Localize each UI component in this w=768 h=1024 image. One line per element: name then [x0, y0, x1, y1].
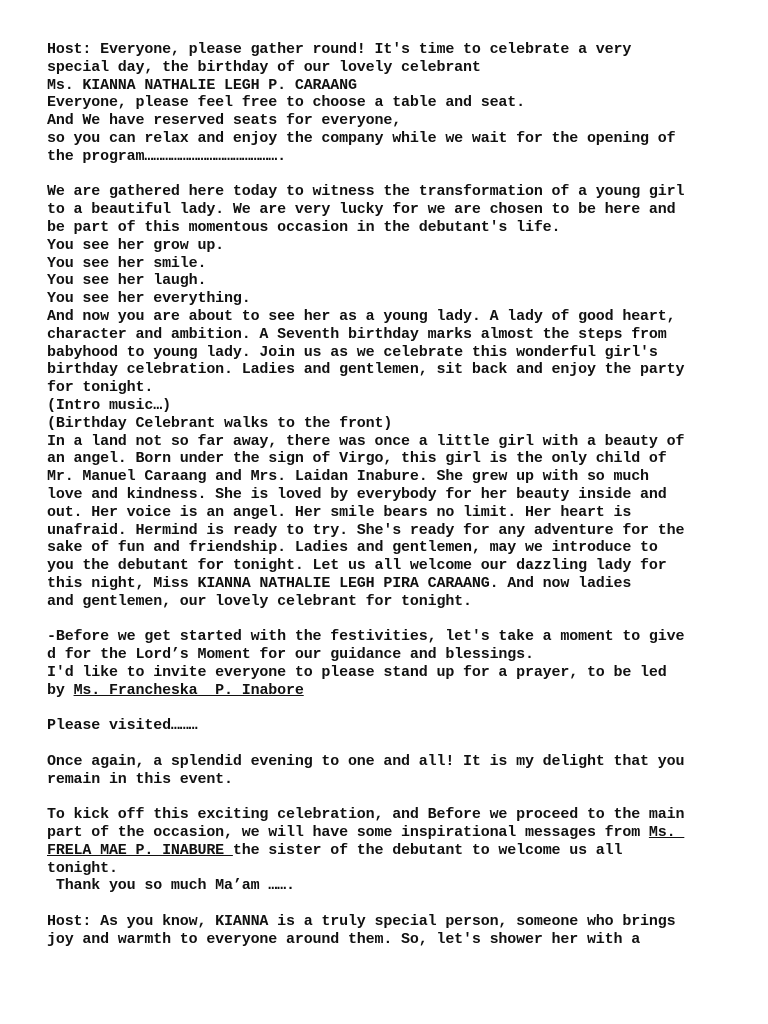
paragraph-visited: [47, 717, 747, 735]
text-line: joy and warmth to everyone around them. So, let's shower her with a: [47, 930, 641, 948]
text-line: tonight.: [47, 859, 118, 877]
text-line: so you can relax and enjoy the company while we wait for the opening of: [47, 129, 676, 147]
paragraph-inspirational-message: [47, 806, 747, 895]
text-line: birthday celebration. Ladies and gentlemen, sit back and enjoy the party: [47, 361, 685, 379]
text-line: And now you are about to see her as a young lady. A lady of good heart,: [47, 307, 676, 325]
blank-line: [47, 699, 747, 717]
text-line: You see her smile.: [47, 254, 207, 272]
text-line: Ms. KIANNA NATHALIE LEGH P. CARAANG: [47, 76, 357, 94]
blank-line: [47, 166, 747, 184]
text-line: Mr. Manuel Caraang and Mrs. Laidan Inabure. She grew up with so much: [47, 468, 649, 486]
text-line: Once again, a splendid evening to one and all! It is my delight that you: [47, 752, 685, 770]
text-line: [47, 682, 747, 700]
text-line: -Before we get started with the festivities, let's take a moment to give: [47, 628, 685, 646]
text-line: And We have reserved seats for everyone,: [47, 112, 402, 130]
text-line: for tonight.: [47, 379, 154, 397]
document-body: [47, 41, 747, 949]
text-line: and gentlemen, our lovely celebrant for tonight.: [47, 592, 472, 610]
text-line: the program……………………………………….: [47, 147, 286, 165]
text-line: [47, 824, 747, 842]
text-line: an angel. Born under the sign of Virgo, this girl is the only child of: [47, 450, 667, 468]
text-line: In a land not so far away, there was once a little girl with a beauty of: [47, 432, 685, 450]
prayer-by-prefix: by: [47, 681, 74, 699]
paragraph-splendid-evening: [47, 753, 747, 789]
speaker-role-text: the sister of the debutant to welcome us all: [232, 841, 623, 859]
text-line: [47, 842, 747, 860]
blank-line: [47, 788, 747, 806]
text-line: love and kindness. She is loved by everybody for her beauty inside and: [47, 485, 667, 503]
text-line: babyhood to young lady. Join us as we celebrate this wonderful girl's: [47, 343, 658, 361]
text-line: (Birthday Celebrant walks to the front): [47, 414, 393, 432]
text-line: To kick off this exciting celebration, and Before we proceed to the main: [47, 806, 685, 824]
text-line: You see her grow up.: [47, 236, 225, 254]
speaker-name-part1: Ms.: [648, 824, 685, 842]
text-line: special day, the birthday of our lovely celebrant: [47, 58, 481, 76]
paragraph-introduction: [47, 183, 747, 610]
paragraph-host-closing: [47, 913, 747, 949]
text-line: You see her everything.: [47, 290, 251, 308]
text-line: be part of this momentous occasion in the debutant's life.: [47, 218, 561, 236]
blank-line: [47, 735, 747, 753]
text-line: unafraid. Hermind is ready to try. She's ready for any adventure for the: [47, 521, 685, 539]
text-line: sake of fun and friendship. Ladies and gentlemen, may we introduce to: [47, 539, 658, 557]
text-line: Everyone, please feel free to choose a table and seat.: [47, 94, 525, 112]
text-line: Thank you so much Ma’am …….: [47, 877, 295, 895]
text-line: I'd like to invite everyone to please stand up for a prayer, to be led: [47, 663, 667, 681]
text-line: to a beautiful lady. We are very lucky for we are chosen to be here and: [47, 201, 676, 219]
text-line: Host: Everyone, please gather round! It's time to celebrate a very: [47, 41, 632, 58]
paragraph-prayer: [47, 628, 747, 699]
blank-line: [47, 611, 747, 629]
text-line: d for the Lord’s Moment for our guidance and blessings.: [47, 646, 534, 664]
text-line: out. Her voice is an angel. Her smile bears no limit. Her heart is: [47, 503, 632, 521]
text-line: You see her laugh.: [47, 272, 207, 290]
paragraph-welcome: [47, 41, 747, 166]
text-line: Host: As you know, KIANNA is a truly special person, someone who brings: [47, 913, 676, 931]
message-intro-text: part of the occasion, we will have some inspirational messages from: [47, 824, 649, 842]
text-line: character and ambition. A Seventh birthday marks almost the steps from: [47, 325, 667, 343]
text-line: remain in this event.: [47, 770, 233, 788]
text-line: We are gathered here today to witness the transformation of a young girl: [47, 183, 685, 201]
text-line: this night, Miss KIANNA NATHALIE LEGH PIRA CARAANG. And now ladies: [47, 574, 632, 592]
text-line: (Intro music…): [47, 396, 171, 414]
speaker-name-part2: FRELA MAE P. INABURE: [47, 841, 233, 859]
text-line: Please visited………: [47, 717, 198, 735]
prayer-leader-name: Ms. Francheska P. Inabore: [73, 681, 304, 699]
text-line: you the debutant for tonight. Let us all welcome our dazzling lady for: [47, 557, 667, 575]
blank-line: [47, 895, 747, 913]
